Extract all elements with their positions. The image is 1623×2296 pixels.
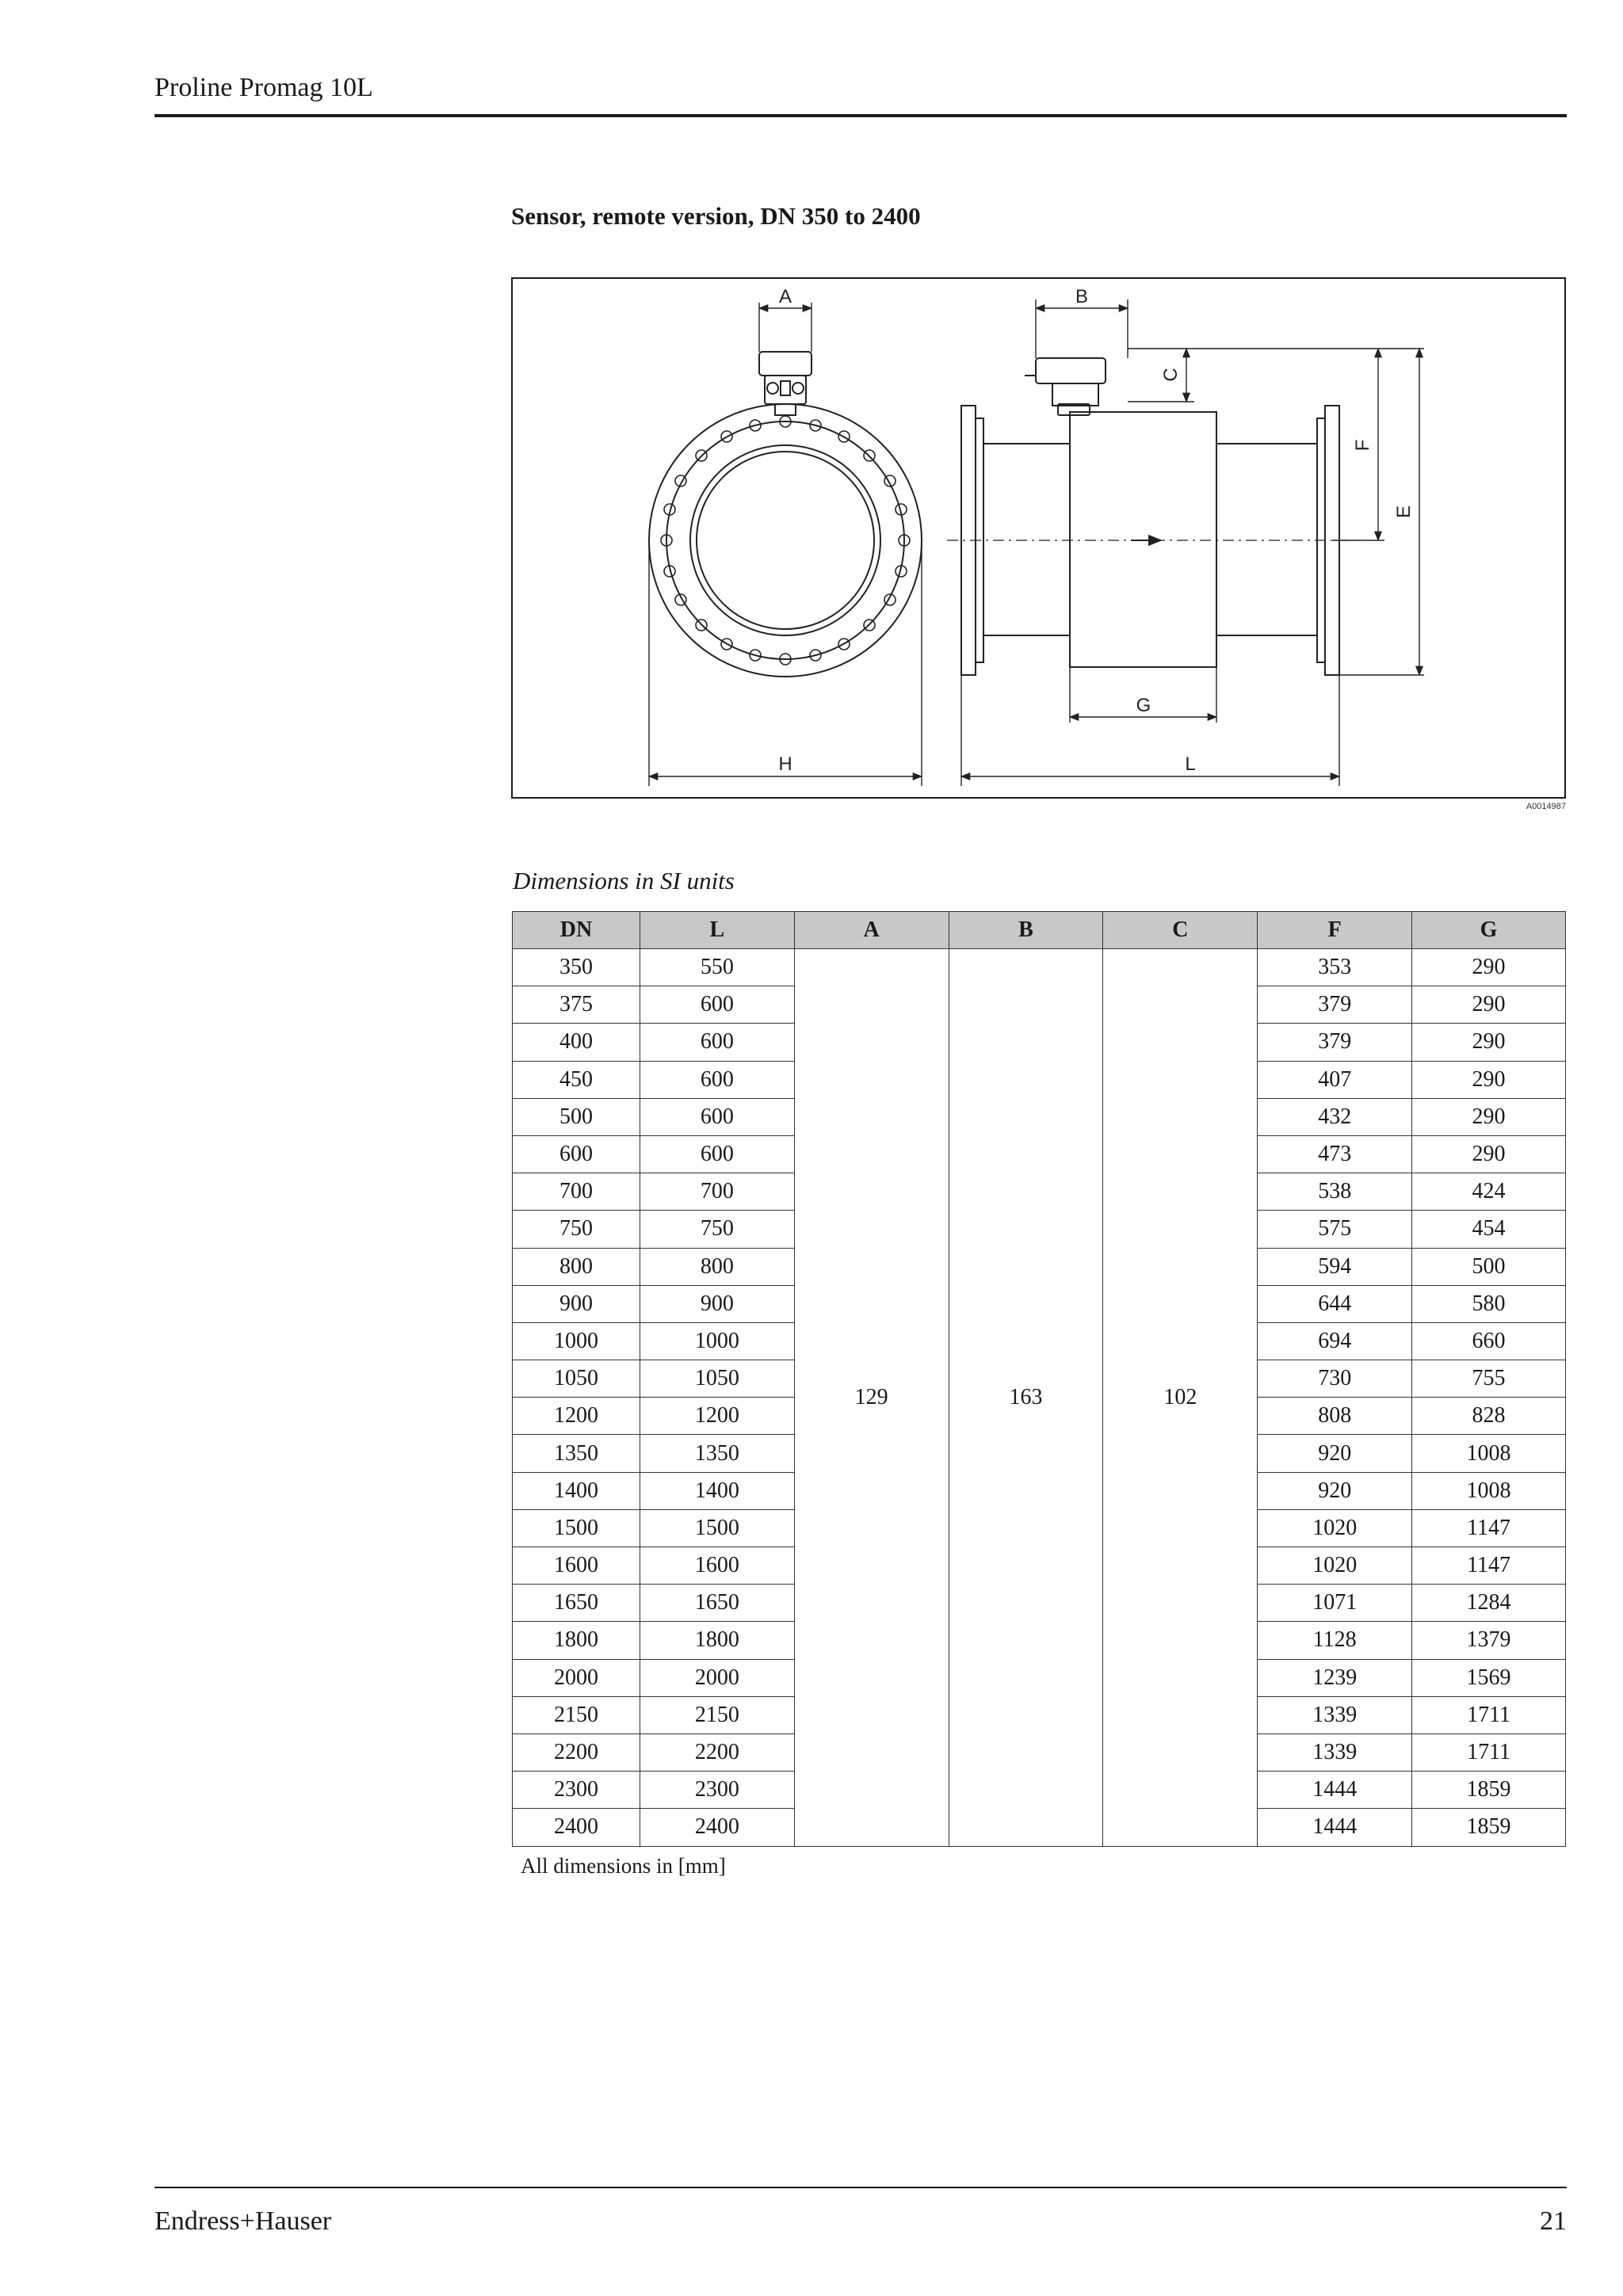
cell-g: 1711 bbox=[1412, 1696, 1566, 1733]
cell-a-merged: 129 bbox=[794, 949, 949, 1847]
cell-b-merged: 163 bbox=[949, 949, 1103, 1847]
cell-g: 290 bbox=[1412, 1024, 1566, 1061]
cell-f: 694 bbox=[1258, 1322, 1412, 1360]
cell-f: 575 bbox=[1258, 1211, 1412, 1248]
cell-g: 755 bbox=[1412, 1360, 1566, 1398]
cell-f: 432 bbox=[1258, 1098, 1412, 1135]
cell-g: 290 bbox=[1412, 1061, 1566, 1098]
cell-l: 600 bbox=[640, 1098, 794, 1135]
cell-l: 700 bbox=[640, 1173, 794, 1211]
cell-g: 290 bbox=[1412, 1135, 1566, 1173]
cell-l: 800 bbox=[640, 1248, 794, 1285]
cell-f: 1020 bbox=[1258, 1547, 1412, 1585]
side-view-sensor bbox=[947, 358, 1354, 675]
cell-dn: 450 bbox=[513, 1061, 640, 1098]
cell-f: 379 bbox=[1258, 1024, 1412, 1061]
cell-f: 353 bbox=[1258, 949, 1412, 986]
cell-g: 660 bbox=[1412, 1322, 1566, 1360]
col-header-f: F bbox=[1258, 912, 1412, 949]
col-header-g: G bbox=[1412, 912, 1566, 949]
cell-f: 594 bbox=[1258, 1248, 1412, 1285]
cell-f: 920 bbox=[1258, 1472, 1412, 1509]
page-number: 21 bbox=[1540, 2206, 1567, 2236]
cell-c-merged: 102 bbox=[1103, 949, 1258, 1847]
cell-g: 424 bbox=[1412, 1173, 1566, 1211]
table-row bbox=[513, 949, 1566, 986]
cell-f: 379 bbox=[1258, 986, 1412, 1024]
front-view-flange bbox=[649, 352, 922, 677]
footer-brand: Endress+Hauser bbox=[155, 2206, 332, 2236]
label-c: C bbox=[1160, 368, 1182, 382]
cell-g: 1147 bbox=[1412, 1547, 1566, 1585]
cell-l: 1000 bbox=[640, 1322, 794, 1360]
cell-l: 1400 bbox=[640, 1472, 794, 1509]
table-caption: Dimensions in SI units bbox=[513, 867, 735, 894]
cell-f: 1239 bbox=[1258, 1659, 1412, 1696]
cell-f: 1071 bbox=[1258, 1585, 1412, 1622]
cell-dn: 350 bbox=[513, 949, 640, 986]
cell-l: 600 bbox=[640, 1061, 794, 1098]
cell-g: 290 bbox=[1412, 986, 1566, 1024]
cell-f: 730 bbox=[1258, 1360, 1412, 1398]
label-h: H bbox=[778, 753, 792, 775]
cell-l: 600 bbox=[640, 986, 794, 1024]
cell-f: 407 bbox=[1258, 1061, 1412, 1098]
cell-dn: 2000 bbox=[513, 1659, 640, 1696]
cell-f: 644 bbox=[1258, 1285, 1412, 1322]
label-g: G bbox=[1136, 695, 1151, 716]
dimension-drawing bbox=[511, 277, 1566, 799]
cell-dn: 700 bbox=[513, 1173, 640, 1211]
figure-id: A0014987 bbox=[1526, 802, 1566, 811]
cell-l: 2400 bbox=[640, 1809, 794, 1846]
cell-dn: 1800 bbox=[513, 1622, 640, 1659]
cell-dn: 1200 bbox=[513, 1398, 640, 1435]
cell-g: 290 bbox=[1412, 949, 1566, 986]
cell-l: 2300 bbox=[640, 1772, 794, 1809]
table-header-row bbox=[513, 912, 1566, 949]
label-e: E bbox=[1393, 505, 1415, 519]
cell-f: 1020 bbox=[1258, 1509, 1412, 1547]
cell-g: 1859 bbox=[1412, 1772, 1566, 1809]
cell-dn: 1500 bbox=[513, 1509, 640, 1547]
cell-l: 1500 bbox=[640, 1509, 794, 1547]
cell-dn: 375 bbox=[513, 986, 640, 1024]
cell-g: 1379 bbox=[1412, 1622, 1566, 1659]
cell-g: 580 bbox=[1412, 1285, 1566, 1322]
cell-l: 550 bbox=[640, 949, 794, 986]
label-f: F bbox=[1352, 439, 1373, 452]
cell-f: 1339 bbox=[1258, 1696, 1412, 1733]
cell-f: 1128 bbox=[1258, 1622, 1412, 1659]
cell-dn: 1050 bbox=[513, 1360, 640, 1398]
cell-dn: 800 bbox=[513, 1248, 640, 1285]
cell-dn: 1650 bbox=[513, 1585, 640, 1622]
cell-l: 600 bbox=[640, 1024, 794, 1061]
cell-dn: 750 bbox=[513, 1211, 640, 1248]
cell-dn: 900 bbox=[513, 1285, 640, 1322]
cell-l: 1650 bbox=[640, 1585, 794, 1622]
cell-dn: 400 bbox=[513, 1024, 640, 1061]
section-title: Sensor, remote version, DN 350 to 2400 bbox=[511, 202, 921, 230]
cell-l: 600 bbox=[640, 1135, 794, 1173]
col-header-a: A bbox=[794, 912, 949, 949]
label-b: B bbox=[1075, 286, 1089, 307]
cell-dn: 1350 bbox=[513, 1435, 640, 1472]
dimensions-table bbox=[512, 911, 1566, 1847]
cell-dn: 2400 bbox=[513, 1809, 640, 1846]
cell-f: 538 bbox=[1258, 1173, 1412, 1211]
col-header-l: L bbox=[640, 912, 794, 949]
cell-g: 454 bbox=[1412, 1211, 1566, 1248]
cell-g: 1147 bbox=[1412, 1509, 1566, 1547]
cell-f: 920 bbox=[1258, 1435, 1412, 1472]
cell-l: 1200 bbox=[640, 1398, 794, 1435]
cell-l: 1050 bbox=[640, 1360, 794, 1398]
cell-l: 2000 bbox=[640, 1659, 794, 1696]
page-header-title: Proline Promag 10L bbox=[155, 73, 373, 102]
col-header-b: B bbox=[949, 912, 1103, 949]
cell-f: 1444 bbox=[1258, 1809, 1412, 1846]
cell-l: 1350 bbox=[640, 1435, 794, 1472]
cell-dn: 2200 bbox=[513, 1733, 640, 1771]
cell-dn: 2300 bbox=[513, 1772, 640, 1809]
cell-l: 1800 bbox=[640, 1622, 794, 1659]
cell-f: 1339 bbox=[1258, 1733, 1412, 1771]
cell-l: 900 bbox=[640, 1285, 794, 1322]
label-a: A bbox=[778, 286, 792, 307]
header-rule bbox=[155, 114, 1567, 117]
cell-g: 1284 bbox=[1412, 1585, 1566, 1622]
cell-dn: 500 bbox=[513, 1098, 640, 1135]
cell-g: 290 bbox=[1412, 1098, 1566, 1135]
cell-dn: 1400 bbox=[513, 1472, 640, 1509]
cell-g: 1008 bbox=[1412, 1435, 1566, 1472]
cell-l: 2200 bbox=[640, 1733, 794, 1771]
table-footnote: All dimensions in [mm] bbox=[521, 1854, 726, 1878]
cell-g: 1569 bbox=[1412, 1659, 1566, 1696]
cell-f: 473 bbox=[1258, 1135, 1412, 1173]
cell-dn: 1600 bbox=[513, 1547, 640, 1585]
cell-dn: 1000 bbox=[513, 1322, 640, 1360]
cell-l: 750 bbox=[640, 1211, 794, 1248]
cell-g: 1711 bbox=[1412, 1733, 1566, 1771]
col-header-c: C bbox=[1103, 912, 1258, 949]
cell-g: 828 bbox=[1412, 1398, 1566, 1435]
cell-dn: 2150 bbox=[513, 1696, 640, 1733]
col-header-dn: DN bbox=[513, 912, 640, 949]
cell-g: 500 bbox=[1412, 1248, 1566, 1285]
cell-g: 1859 bbox=[1412, 1809, 1566, 1846]
cell-dn: 600 bbox=[513, 1135, 640, 1173]
cell-f: 1444 bbox=[1258, 1772, 1412, 1809]
cell-g: 1008 bbox=[1412, 1472, 1566, 1509]
cell-f: 808 bbox=[1258, 1398, 1412, 1435]
cell-l: 2150 bbox=[640, 1696, 794, 1733]
cell-l: 1600 bbox=[640, 1547, 794, 1585]
label-l: L bbox=[1185, 753, 1196, 775]
footer-rule bbox=[155, 2187, 1567, 2188]
